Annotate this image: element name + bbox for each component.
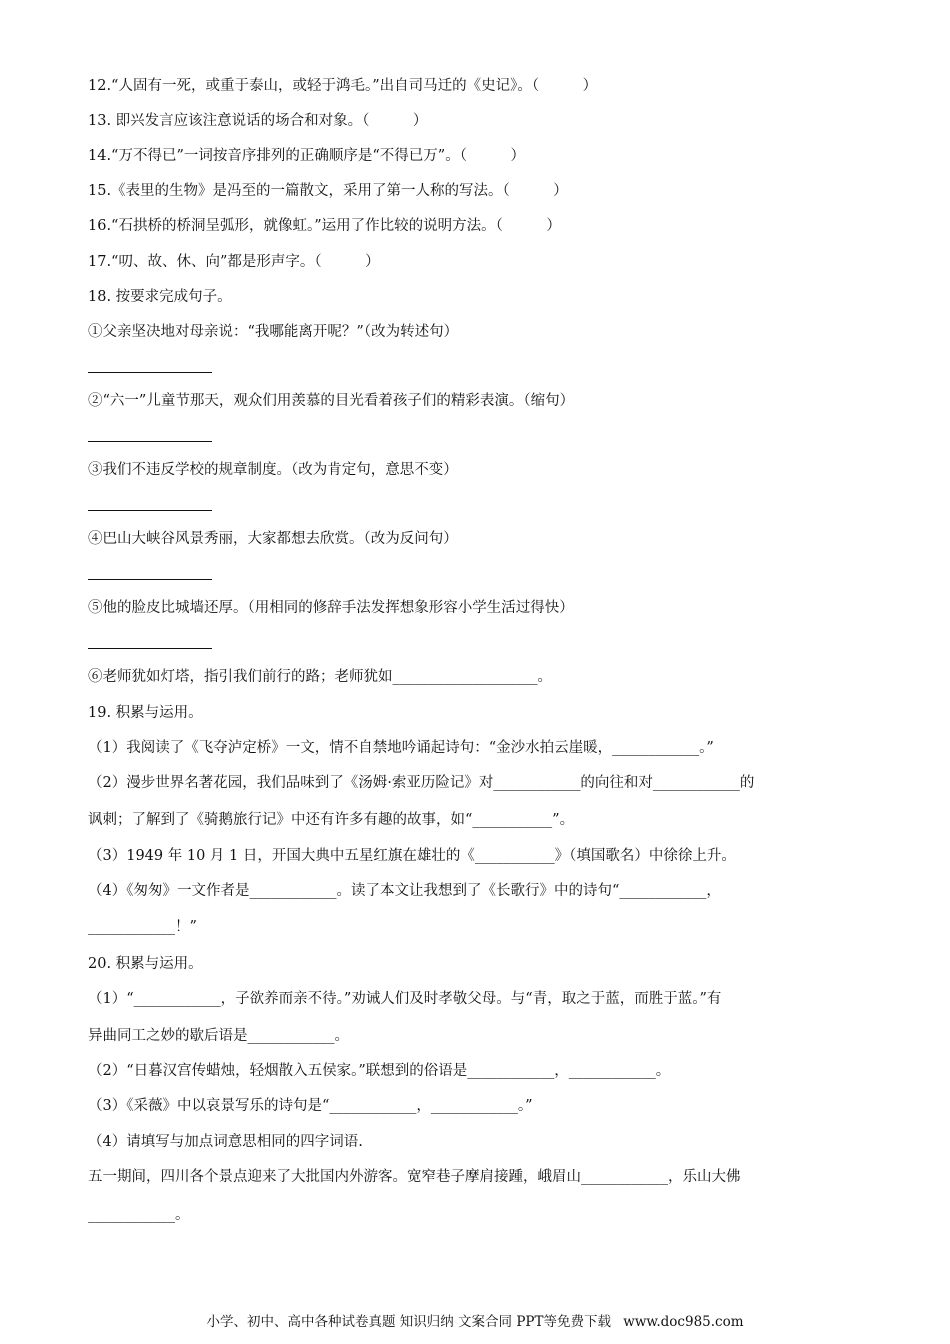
q18-item-3: ③我们不违反学校的规章制度。（改为肯定句，意思不变） [88, 462, 458, 478]
question-19-title: 19. 积累与运用。 [88, 705, 203, 721]
q19-line-5: （4）《匆匆》一文作者是____________。读了本文让我想到了《长歌行》中的诗句“____________， [88, 883, 721, 899]
q18-item-5: ⑤他的脸皮比城墙还厚。（用相同的修辞手法发挥想象形容小学生活过得快） [88, 600, 574, 616]
q19-line-3: 讽刺；了解到了《骑鹅旅行记》中还有许多有趣的故事，如“___________”。 [88, 812, 575, 828]
answer-line[interactable] [88, 372, 212, 373]
question-20-title: 20. 积累与运用。 [88, 956, 203, 972]
question-17: 17.“叨、故、休、向”都是形声字。（ ） [88, 254, 380, 270]
q20-line-7: ____________。 [88, 1207, 190, 1223]
question-16: 16.“石拱桥的桥洞呈弧形，就像虹。”运用了作比较的说明方法。（ ） [88, 218, 561, 234]
q20-line-3: （2）“日暮汉宫传蜡烛，轻烟散入五侯家。”联想到的俗语是____________，____________。 [88, 1063, 671, 1079]
q18-item-1: ①父亲坚决地对母亲说：“我哪能离开呢？”（改为转述句） [88, 324, 459, 340]
q19-line-6: ____________！” [88, 919, 197, 935]
question-15: 15.《表里的生物》是冯至的一篇散文，采用了第一人称的写法。（ ） [88, 183, 568, 199]
q20-line-4: （3）《采薇》中以哀景写乐的诗句是“____________，____________。” [88, 1098, 533, 1114]
question-12: 12.“人固有一死，或重于泰山，或轻于鸿毛。”出自司马迁的《史记》。（ ） [88, 78, 598, 94]
answer-line[interactable] [88, 579, 212, 580]
answer-line[interactable] [88, 441, 212, 442]
q20-line-6: 五一期间，四川各个景点迎来了大批国内外游客。宽窄巷子摩肩接踵，峨眉山____________，乐山大佛 [88, 1169, 741, 1185]
question-18-title: 18. 按要求完成句子。 [88, 289, 232, 305]
q18-item-4: ④巴山大峡谷风景秀丽，大家都想去欣赏。（改为反问句） [88, 531, 458, 547]
q20-line-1: （1）“____________，子欲养而亲不待。”劝诫人们及时孝敬父母。与“青，取之于蓝，而胜于蓝。”有 [88, 991, 722, 1007]
question-14: 14.“万不得已”一词按音序排列的正确顺序是“不得已万”。（ ） [88, 148, 525, 164]
q19-line-1: （1）我阅读了《飞夺泸定桥》一文，情不自禁地吟诵起诗句：“金沙水拍云崖暖，____________。” [88, 740, 714, 756]
footer-text: 小学、初中、高中各种试卷真题 知识归纳 文案合同 PPT等免费下载 [206, 1314, 611, 1330]
q19-line-4: （3）1949 年 10 月 1 日，开国大典中五星红旗在雄壮的《___________》（填国歌名）中徐徐上升。 [88, 848, 736, 864]
q18-item-2: ②“六一”儿童节那天，观众们用羡慕的目光看着孩子们的精彩表演。（缩句） [88, 393, 575, 409]
q20-line-5: （4）请填写与加点词意思相同的四字词语. [88, 1134, 363, 1150]
answer-line[interactable] [88, 648, 212, 649]
q19-line-2: （2）漫步世界名著花园，我们品味到了《汤姆·索亚历险记》对____________的向往和对____________的 [88, 775, 755, 791]
question-13: 13. 即兴发言应该注意说话的场合和对象。（ ） [88, 113, 428, 129]
q18-item-6: ⑥老师犹如灯塔，指引我们前行的路；老师犹如____________________。 [88, 669, 552, 685]
answer-line[interactable] [88, 510, 212, 511]
page-footer [0, 1310, 950, 1330]
q20-line-2: 异曲同工之妙的歇后语是____________。 [88, 1028, 349, 1044]
footer-url-link[interactable]: www.doc985.com [623, 1314, 744, 1330]
